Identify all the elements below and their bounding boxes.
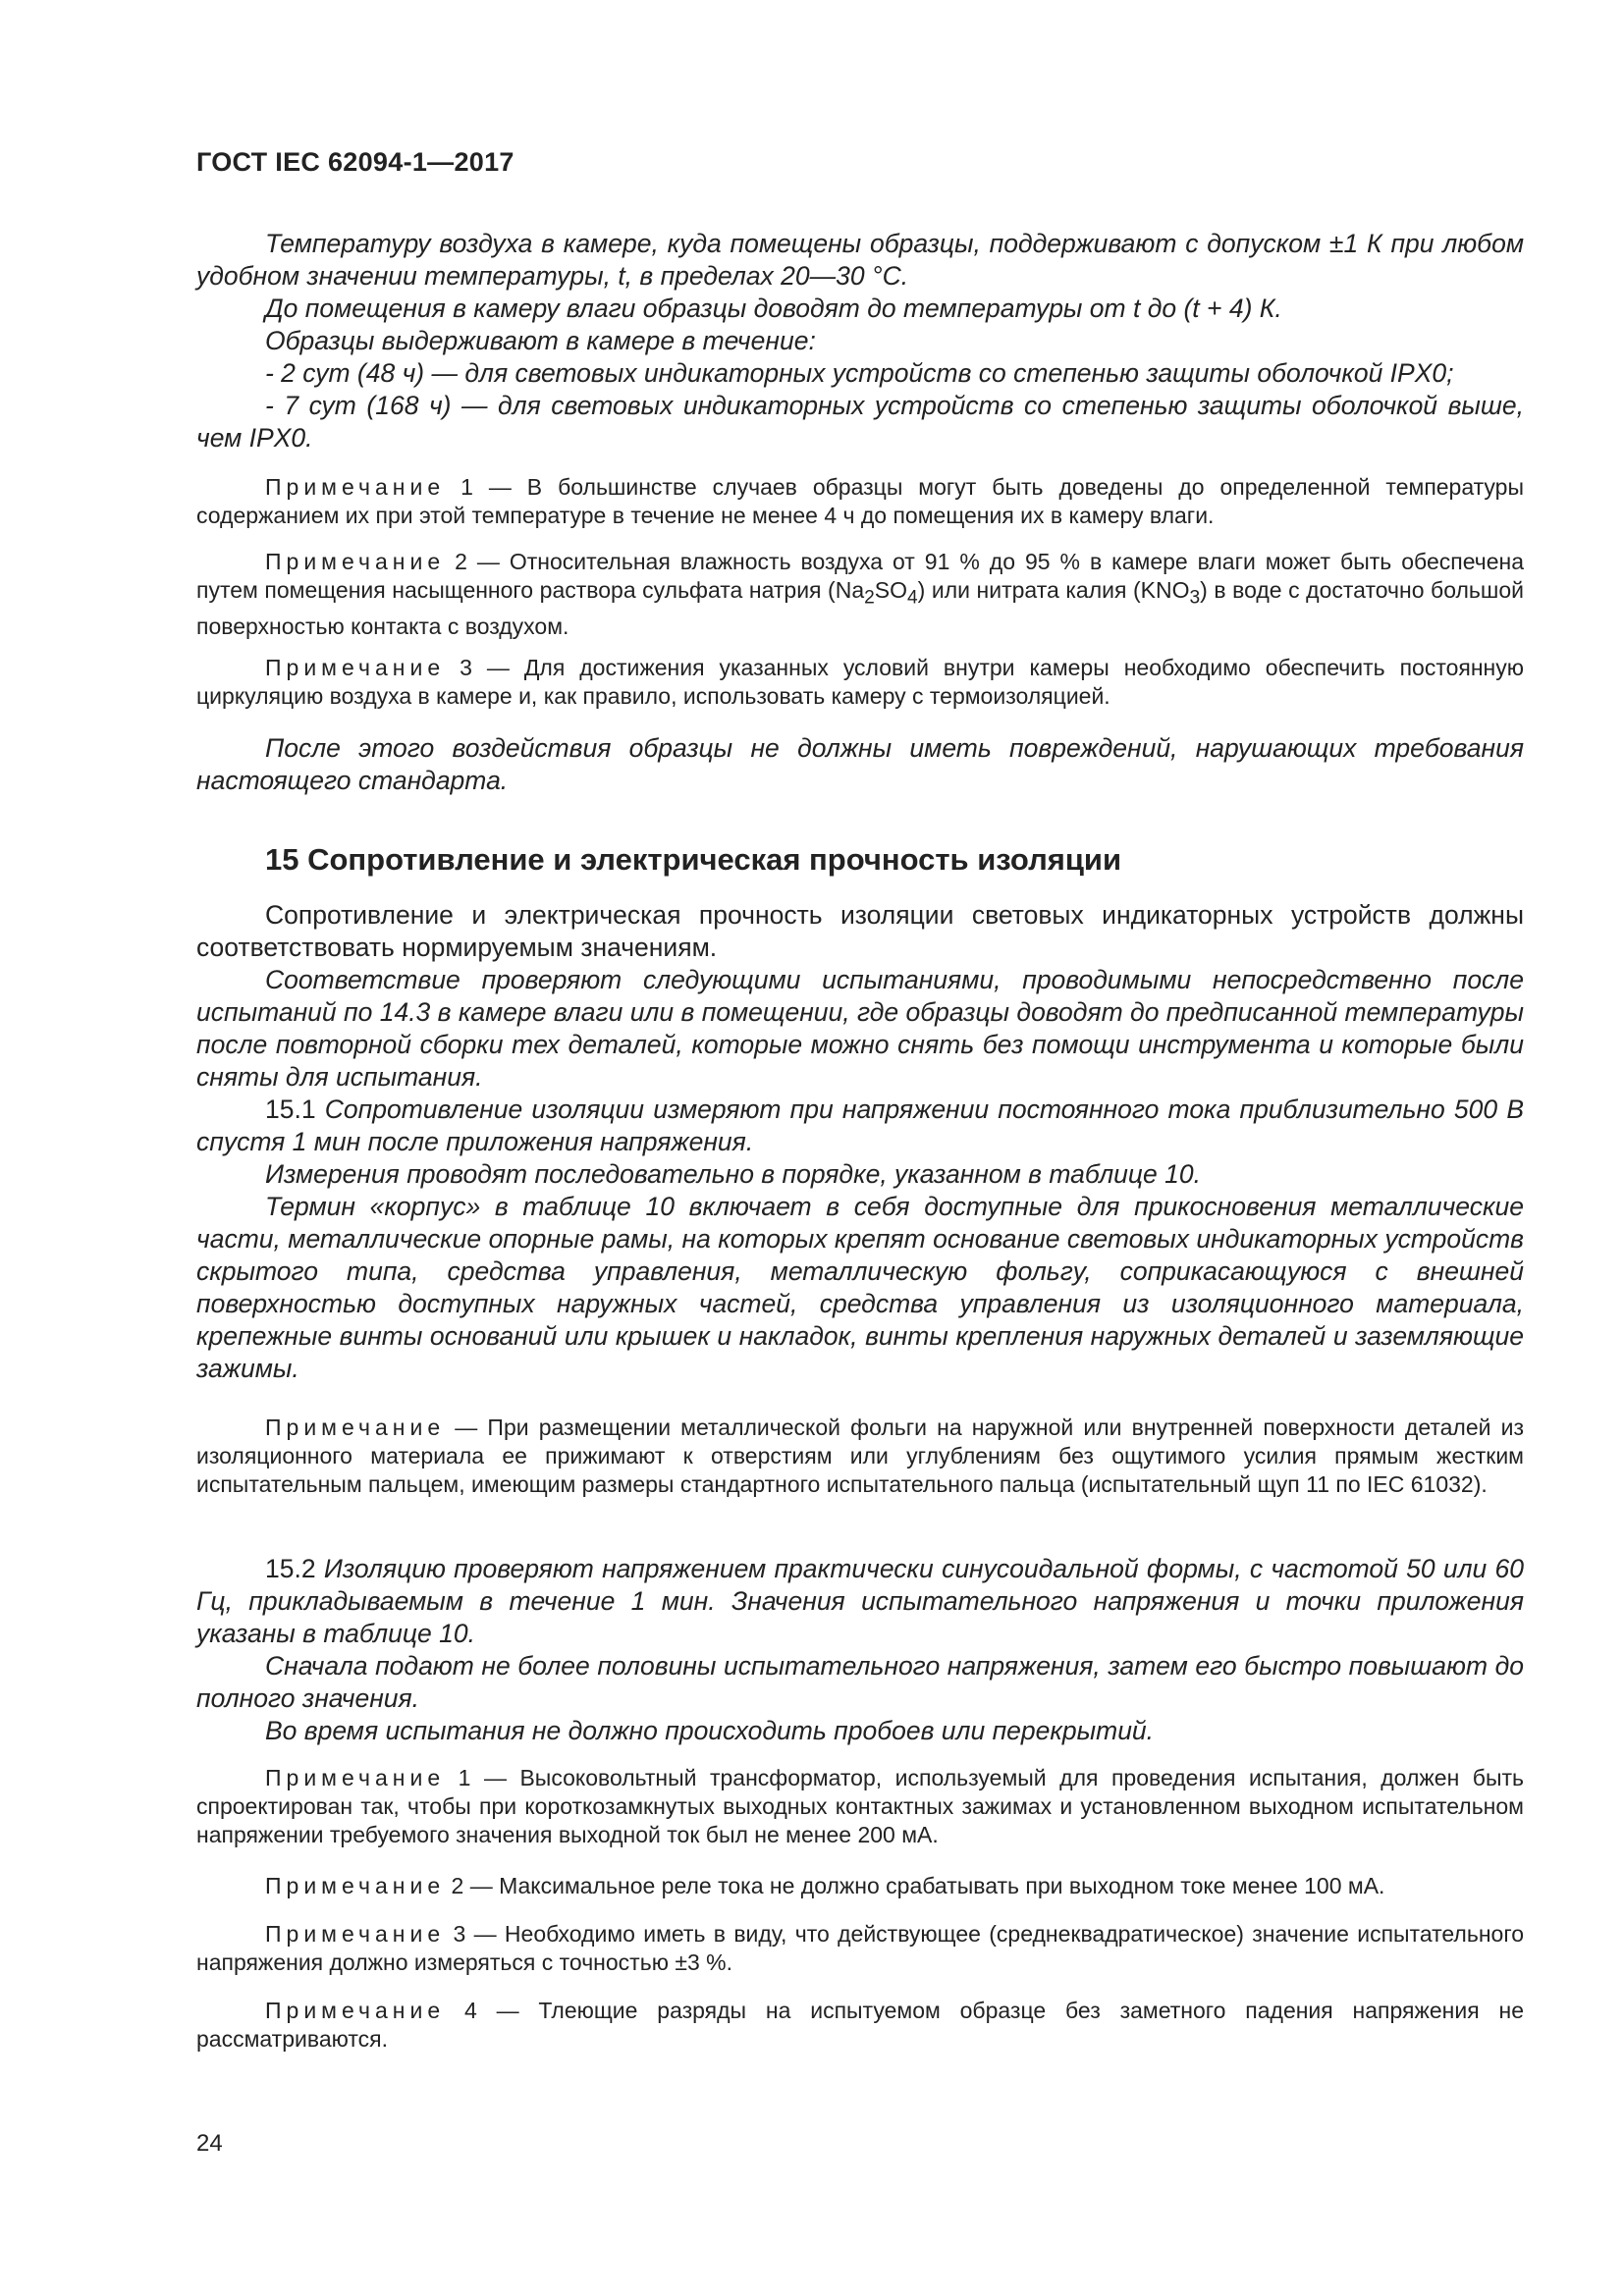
note-2 bbox=[196, 548, 1524, 641]
paragraph: Соответствие проверяют следующими испытаниями, проводимыми непосредственно после испытаний по 14.3 в камере влаги или в помещении, где образцы доводят до предписанной температуры после повторной сборки тех деталей, которые можно снять без помощи инструмента и которые были сняты для испытания. bbox=[196, 965, 1524, 1092]
section-15 bbox=[196, 842, 1524, 878]
conclusion-paragraph bbox=[196, 732, 1524, 797]
humidity-conditions-block bbox=[196, 228, 1524, 454]
note-text: ) в воде с достаточно большой поверхностью контакта с воздухом. bbox=[196, 577, 1524, 639]
clause-text: Сопротивление изоляции измеряют при напряжении постоянного тока приблизительно 500 В спустя 1 мин после приложения напряжения. bbox=[196, 1095, 1524, 1156]
paragraph: Термин «корпус» в таблице 10 включает в себя доступные для прикосновения металлические части, металлические опорные рамы, на которых крепят основание световых индикаторных устройств скрытого типа, средства управления, металлическую фольгу, соприкасающуюся с внешней поверхностью доступных наружных частей, средства управления из изоляционного материала, крепежные винты оснований или крышек и накладок, винты крепления наружных деталей и заземляющие зажимы. bbox=[196, 1192, 1524, 1383]
note-label: Примечание bbox=[265, 549, 446, 574]
note-15-2-1 bbox=[196, 1764, 1524, 1849]
paragraph: Измерения проводят последовательно в порядке, указанном в таблице 10. bbox=[265, 1159, 1201, 1189]
note-label: Примечание bbox=[265, 1765, 446, 1790]
section-15-body bbox=[196, 899, 1524, 1385]
note-label: Примечание bbox=[265, 1921, 446, 1947]
note-text: SO bbox=[874, 577, 908, 603]
list-item: - 2 сут (48 ч) — для световых индикаторных устройств со степенью защиты оболочкой IPX0; bbox=[265, 358, 1454, 388]
note-text: 1 — Высоковольтный трансформатор, используемый для проведения испытания, должен быть спроектирован так, чтобы при короткозамкнутых выходных контактных зажимах и установленном выходном испытательном напряжении требуемого значения выходной ток был не менее 200 мА. bbox=[196, 1765, 1524, 1847]
paragraph: Температуру воздуха в камере, куда помещены образцы, поддерживают с допуском ±1 К при любом удобном значении температуры, t, в пределах 20—30 °С. bbox=[196, 229, 1524, 291]
note-text: 1 — В большинстве случаев образцы могут быть доведены до определенной температуры содержанием их при этой температуре в течение не менее 4 ч до помещения их в камеру влаги. bbox=[196, 474, 1524, 528]
paragraph: Во время испытания не должно происходить пробоев или перекрытий. bbox=[265, 1716, 1155, 1745]
clause-number: 15.1 bbox=[265, 1095, 316, 1124]
paragraph-15-2 bbox=[196, 1553, 1524, 1650]
note-3 bbox=[196, 654, 1524, 711]
document-header: ГОСТ IEC 62094-1—2017 bbox=[196, 147, 514, 177]
note-label: Примечание bbox=[265, 1415, 446, 1440]
note-text: 3 — Для достижения указанных условий внутри камеры необходимо обеспечить постоянную циркуляцию воздуха в камере и, как правило, использовать камеру с термоизоляцией. bbox=[196, 655, 1524, 709]
note-label: Примечание bbox=[265, 474, 446, 500]
note-label: Примечание bbox=[265, 1998, 446, 2023]
note-1 bbox=[196, 473, 1524, 530]
note-text: 2 — Относительная влажность воздуха от 91 % до 95 % в камере влаги может быть обеспечена путем помещения насыщенного раствора сульфата натрия (Na bbox=[196, 549, 1524, 603]
section-heading: 15 Сопротивление и электрическая прочность изоляции bbox=[265, 842, 1122, 877]
note-15-2-4 bbox=[196, 1997, 1524, 2054]
clause-text: Изоляцию проверяют напряжением практически синусоидальной формы, с частотой 50 или 60 Гц, прикладываемым в течение 1 мин. Значения испытательного напряжения и точки приложения указаны в таблице 10. bbox=[196, 1554, 1524, 1648]
subscript: 4 bbox=[907, 587, 918, 609]
note-text: 4 — Тлеющие разряды на испытуемом образце без заметного падения напряжения не рассматриваются. bbox=[196, 1998, 1524, 2052]
note-text: ) или нитрата калия (KNO bbox=[917, 577, 1190, 603]
note-text: — При размещении металлической фольги на наружной или внутренней поверхности деталей из изоляционного материала ее прижимают к отверстиям или углублениям без ощутимого усилия прямым жестким испытательным пальцем, имеющим размеры стандартного испытательного пальца (испытательный щуп 11 по IEC 61032). bbox=[196, 1415, 1525, 1497]
paragraph: После этого воздействия образцы не должны иметь повреждений, нарушающих требования настоящего стандарта. bbox=[196, 733, 1524, 795]
section-15-2-body bbox=[196, 1553, 1524, 1747]
note-text: 2 — Максимальное реле тока не должно срабатывать при выходном токе менее 100 мА. bbox=[451, 1873, 1385, 1898]
list-item: - 7 сут (168 ч) — для световых индикаторных устройств со степенью защиты оболочкой выше, чем IPX0. bbox=[196, 391, 1524, 453]
note-15-2-3 bbox=[196, 1920, 1524, 1977]
paragraph: Сопротивление и электрическая прочность изоляции световых индикаторных устройств должны соответствовать нормируемым значениям. bbox=[196, 900, 1524, 962]
subscript: 2 bbox=[864, 587, 875, 609]
clause-number: 15.2 bbox=[265, 1554, 316, 1583]
subscript: 3 bbox=[1189, 587, 1201, 609]
note-15-1 bbox=[196, 1414, 1524, 1499]
note-label: Примечание bbox=[265, 1873, 446, 1898]
paragraph: Образцы выдерживают в камере в течение: bbox=[265, 326, 816, 355]
note-15-2-2 bbox=[196, 1872, 1524, 1900]
note-label: Примечание bbox=[265, 655, 446, 680]
note-text: 3 — Необходимо иметь в виду, что действующее (среднеквадратическое) значение испытательного напряжения должно измеряться с точностью ±3 %. bbox=[196, 1921, 1524, 1975]
paragraph-15-1 bbox=[196, 1094, 1524, 1158]
page-number: 24 bbox=[196, 2130, 223, 2157]
paragraph: До помещения в камеру влаги образцы доводят до температуры от t до (t + 4) К. bbox=[265, 294, 1282, 323]
paragraph: Сначала подают не более половины испытательного напряжения, затем его быстро повышают до полного значения. bbox=[196, 1651, 1524, 1713]
